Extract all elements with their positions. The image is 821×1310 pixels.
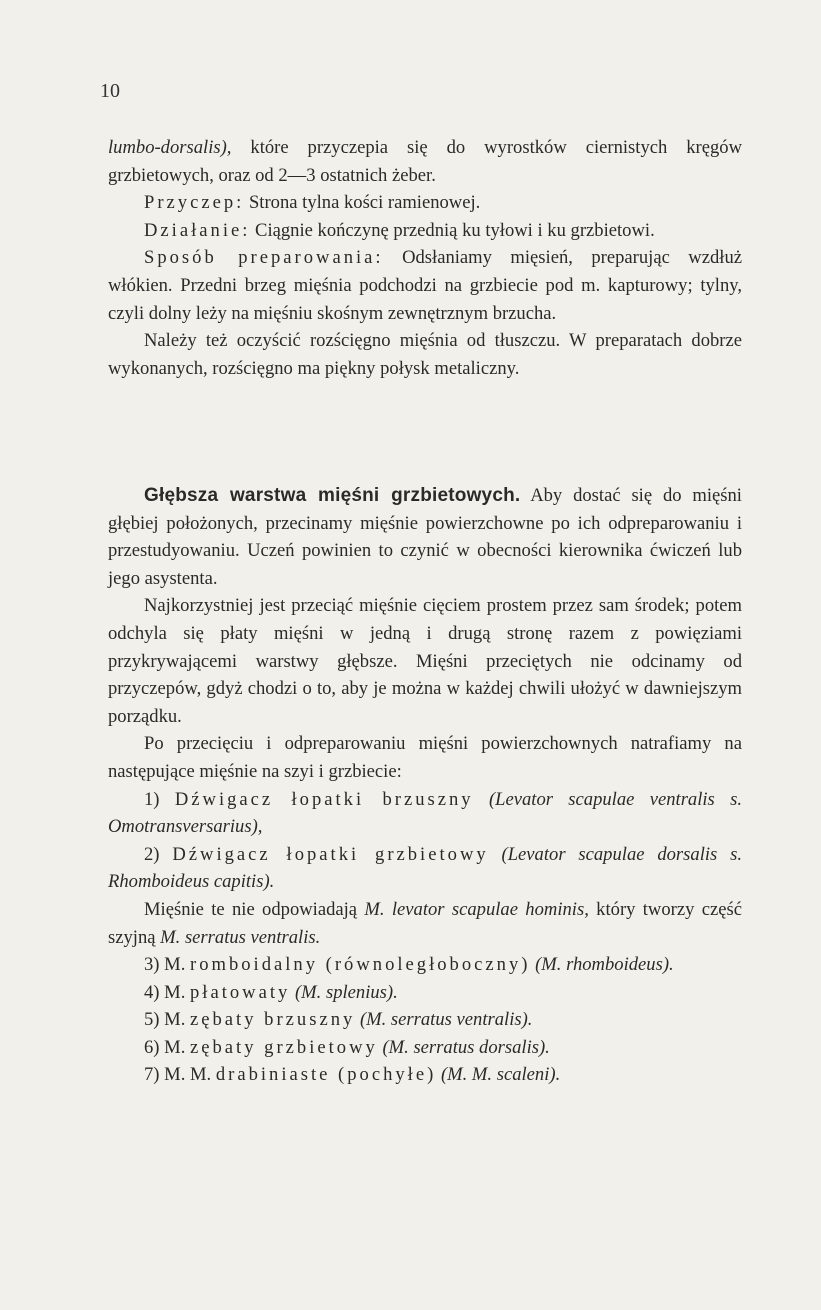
paragraph-list-intro: Po przecięciu i odpreparowaniu mięśni powierzchownych natrafiamy na następujące mięśnie na szyi i grzbiecie: — [108, 733, 742, 782]
paragraph: lumbo-dorsalis), które przyczepia się do wyrostków ciernistych kręgów grzbietowych, oraz od 2—3 ostatnich żeber. — [108, 137, 742, 186]
paragraph-note: Mięśnie te nie odpowiadają M. levator scapulae hominis, który tworzy część szyjną M. serratus ventralis. — [108, 898, 742, 948]
section-deep-layer — [108, 482, 742, 1089]
paragraph-cleaning: Należy też oczyścić rozścięgno mięśnia od tłuszczu. W preparatach dobrze wykonanych, rozścięgno ma piękny połysk metaliczny. — [108, 330, 742, 379]
paragraph-intro: Głębsza warstwa mięśni grzbietowych. Aby dostać się do mięśni głębiej położonych, przecinamy mięśnie powierzchowne po ich odpreparowaniu i przestudyowaniu. Uczeń powinien to czynić w obecności kierownika ćwiczeń lub jego asystenta. — [108, 485, 742, 589]
list-item: 5) M. zębaty brzuszny (M. serratus ventralis). — [144, 1009, 533, 1031]
section-latissimus — [108, 134, 742, 382]
list-item: 6) M. zębaty grzbietowy (M. serratus dorsalis). — [144, 1036, 550, 1058]
section-heading: Głębsza warstwa mięśni grzbietowych. — [144, 485, 521, 506]
list-item: 3) M. romboidalny (równoległoboczny) (M. rhomboideus). — [144, 954, 674, 976]
paragraph-insertion: Przyczep: Strona tylna kości ramienowej. — [144, 192, 481, 214]
page-number: 10 — [100, 80, 120, 102]
paragraph-cutting: Najkorzystniej jest przeciąć mięśnie cięciem prostem przez sam środek; potem odchyla się płaty mięśni w jedną i drugą stronę razem z powięziami przykrywającemi warstwy głębsze. Mięśni przeciętych nie odcinamy od przyczepów, gdyż chodzi o to, aby je można w każdej chwili ułożyć w dawniejszym porządku. — [108, 595, 742, 727]
list-item: 2) Dźwigacz łopatki grzbietowy (Levator scapulae dorsalis s. Rhomboideus capitis). — [108, 843, 742, 893]
list-item: 1) Dźwigacz łopatki brzuszny (Levator scapulae ventralis s. Omotransversarius), — [108, 788, 743, 838]
list-item: 7) M. M. drabiniaste (pochyłe) (M. M. scaleni). — [144, 1064, 561, 1086]
paragraph-preparation: Sposób preparowania: Odsłaniamy mięsień, preparując wzdłuż włókien. Przedni brzeg mięśnia podchodzi na grzbiecie pod m. kapturowy; tylny, czyli dolny leży na mięśniu skośnym zewnętrznym brzucha. — [108, 247, 742, 324]
paragraph-action: Działanie: Ciągnie kończynę przednią ku tyłowi i ku grzbietowi. — [144, 219, 655, 241]
list-item: 4) M. płatowaty (M. splenius). — [144, 981, 398, 1003]
